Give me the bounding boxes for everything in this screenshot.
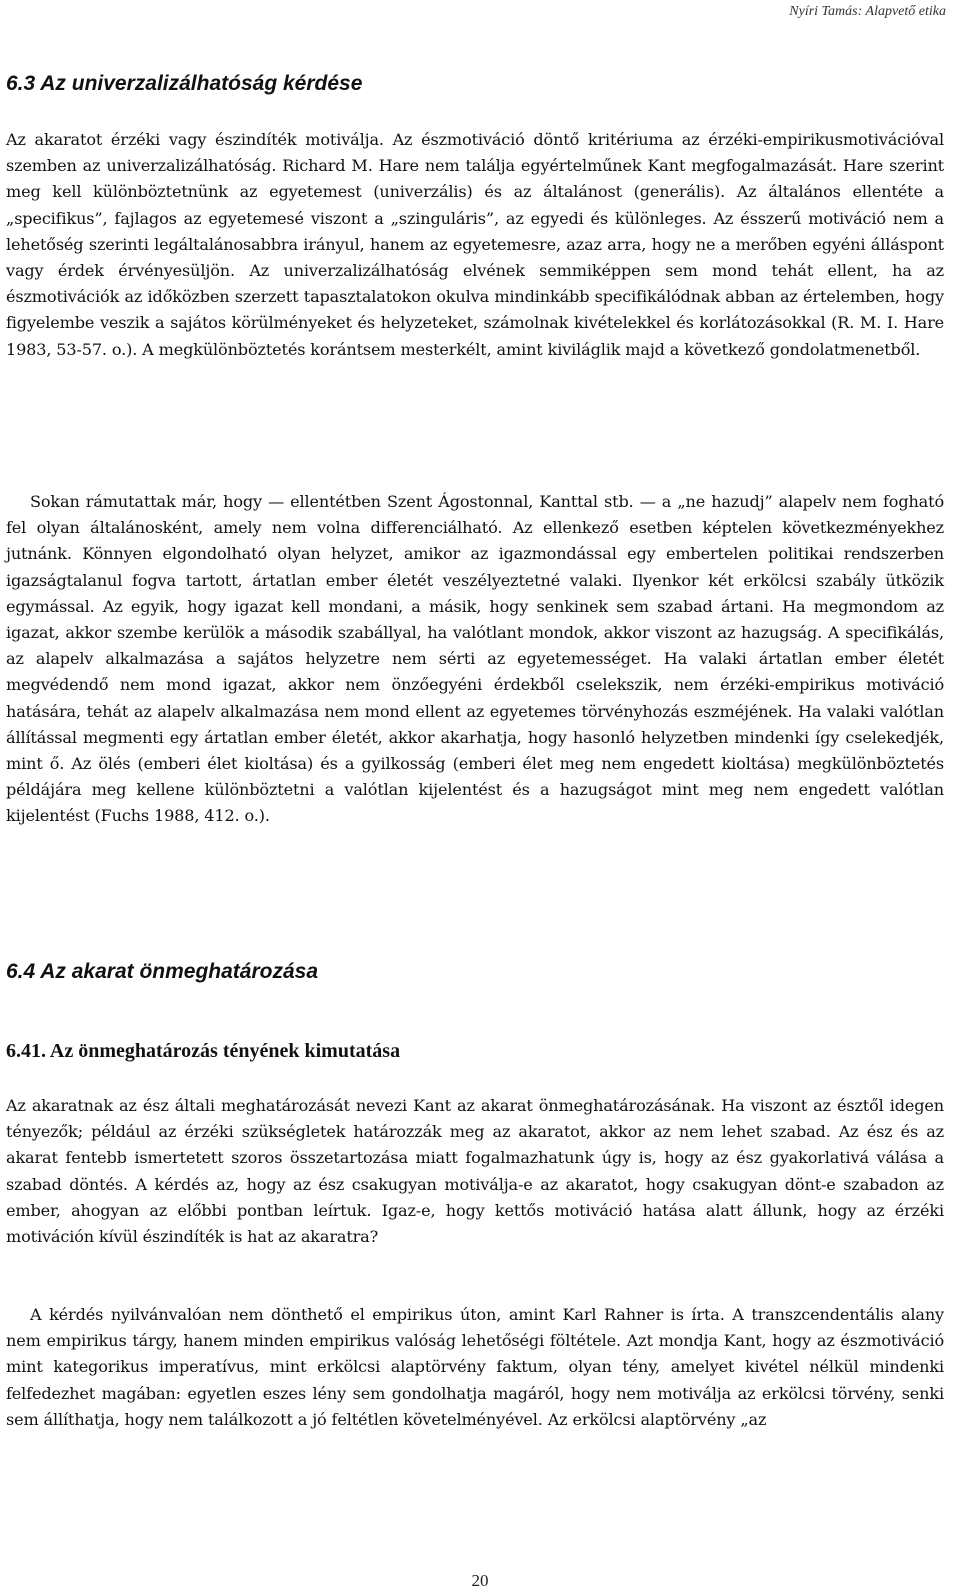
paragraph-self-determination-2: A kérdés nyilvánvalóan nem dönthető el empirikus úton, amint Karl Rahner is írta. A transzcendentális alany nem empirikus tárgy, hanem minden empirikus valóság lehetőségi föltétele. Azt mondja Kant, hogy az észmotiváció mint kategorikus imperatívus, mint erkölcsi alaptörvény faktum, olyan tény, amelyet kivétel nélkül mindenki felfedezhet magában: egyetlen eszes lény sem gondolhatja magáról, hogy nem motiválja az erkölcsi törvény, senki sem állíthatja, hogy nem találkozott a jó feltétlen követelményével. Az erkölcsi alaptörvény „az <box>6 1305 944 1429</box>
paragraph-universalizability-2: Sokan rámutattak már, hogy — ellentétben Szent Ágostonnal, Kanttal stb. — a „ne hazudj” alapelv nem fogható fel olyan általánosként, amely nem volna differenciálható. Az ellenkező esetben képtelen következményekhez jutnánk. Könnyen elgondolható olyan helyzet, amikor az igazmondással egy embertelen politikai rendszerben igazságtalanul fogva tartott, ártatlan ember életét veszélyeztetné valaki. Ilyenkor két erkölcsi szabály ütközik egymással. Az egyik, hogy igazat kell mondani, a másik, hogy senkinek sem szabad ártani. Ha megmondom az igazat, akkor szembe kerülök a második szabállyal, ha valótlant mondok, akkor viszont az hazugság. A specifikálás, az alapelv alkalmazása a sajátos helyzetre nem sérti az egyetemességet. Ha valaki ártatlan ember életét megvédendő nem mond igazat, akkor nem önzőegyéni érdekből cselekszik, nem érzéki-empirikus motiváció hatására, tehát az alapelv alkalmazása nem mond ellent az egyetemes törvényhozás eszméjének. Ha valaki valótlan állítással megmenti egy ártatlan ember életét, akkor akarhatja, hogy hasonló helyzetben mindenki így cselekedjék, mint ő. Az ölés (emberi élet kioltása) és a gyilkosság (emberi élet meg nem engedett kioltása) megkülönböztetés példájára meg kellene különböztetni a valótlan kijelentést és a hazugságot mint meg nem engedett valótlan kijelentést (Fuchs 1988, 412. o.). <box>6 492 944 826</box>
paragraph-universalizability-1: Az akaratot érzéki vagy észindíték motiválja. Az észmotiváció döntő kritériuma az érzéki-empirikusmotivációval szemben az univerzalizálhatóság. Richard M. Hare nem találja egyértelműnek Kant megfogalmazását. Hare szerint meg kell különböztetnünk az egyetemest (univerzális) és az általánost (generális). Az általános ellentéte a „specifikus”, fajlagos az egyetemesé viszont a „szinguláris”, az egyedi és különleges. Az ésszerű motiváció nem a lehetőség szerinti legáltalánosabbra irányul, hanem az egyetemesre, azaz arra, hogy ne a merőben egyéni álláspont vagy érdek érvényesüljön. Az univerzalizálhatóság elvének semmiképpen sem mond tehát ellent, ha az észmotivációk az időközben szerzett tapasztalatokon okulva mindinkább specifikálódnak abban az értelemben, hogy figyelembe veszik a sajátos körülményeket és helyzeteket, számolnak kivételekkel és korlátozásokkal (R. M. I. Hare 1983, 53-57. o.). A megkülönböztetés korántsem mesterkélt, amint kiviláglik majd a következő gondolatmenetből. <box>6 130 944 359</box>
subsection-heading-6-41: 6.41. Az önmeghatározás tényének kimutatása <box>6 1040 401 1062</box>
section-heading-6-3: 6.3 Az univerzalizálhatóság kérdése <box>6 72 363 95</box>
paragraph-self-determination-1: Az akaratnak az ész általi meghatározását nevezi Kant az akarat önmeghatározásának. Ha viszont az észtől idegen tényezők; például az érzéki szükségletek határozzák meg az akaratot, akkor az nem lehet szabad. Az ész és az akarat fentebb ismertetett szoros összetartozása miatt fogalmazhatunk úgy is, hogy az ész gyakorlativá válása a szabad döntés. A kérdés az, hogy az ész csakugyan motiválja-e az akaratot, hogy csakugyan dönt-e szabadon az ember, ahogyan az előbbi pontban leírtuk. Igaz-e, hogy kettős motiváció hatása alatt állunk, hogy az érzéki motiváción kívül észindíték is hat az akaratra? <box>6 1096 944 1247</box>
running-header: Nyíri Tamás: Alapvető etika <box>789 4 946 19</box>
section-heading-6-4: 6.4 Az akarat önmeghatározása <box>6 960 319 983</box>
page-number: 20 <box>471 1571 489 1590</box>
